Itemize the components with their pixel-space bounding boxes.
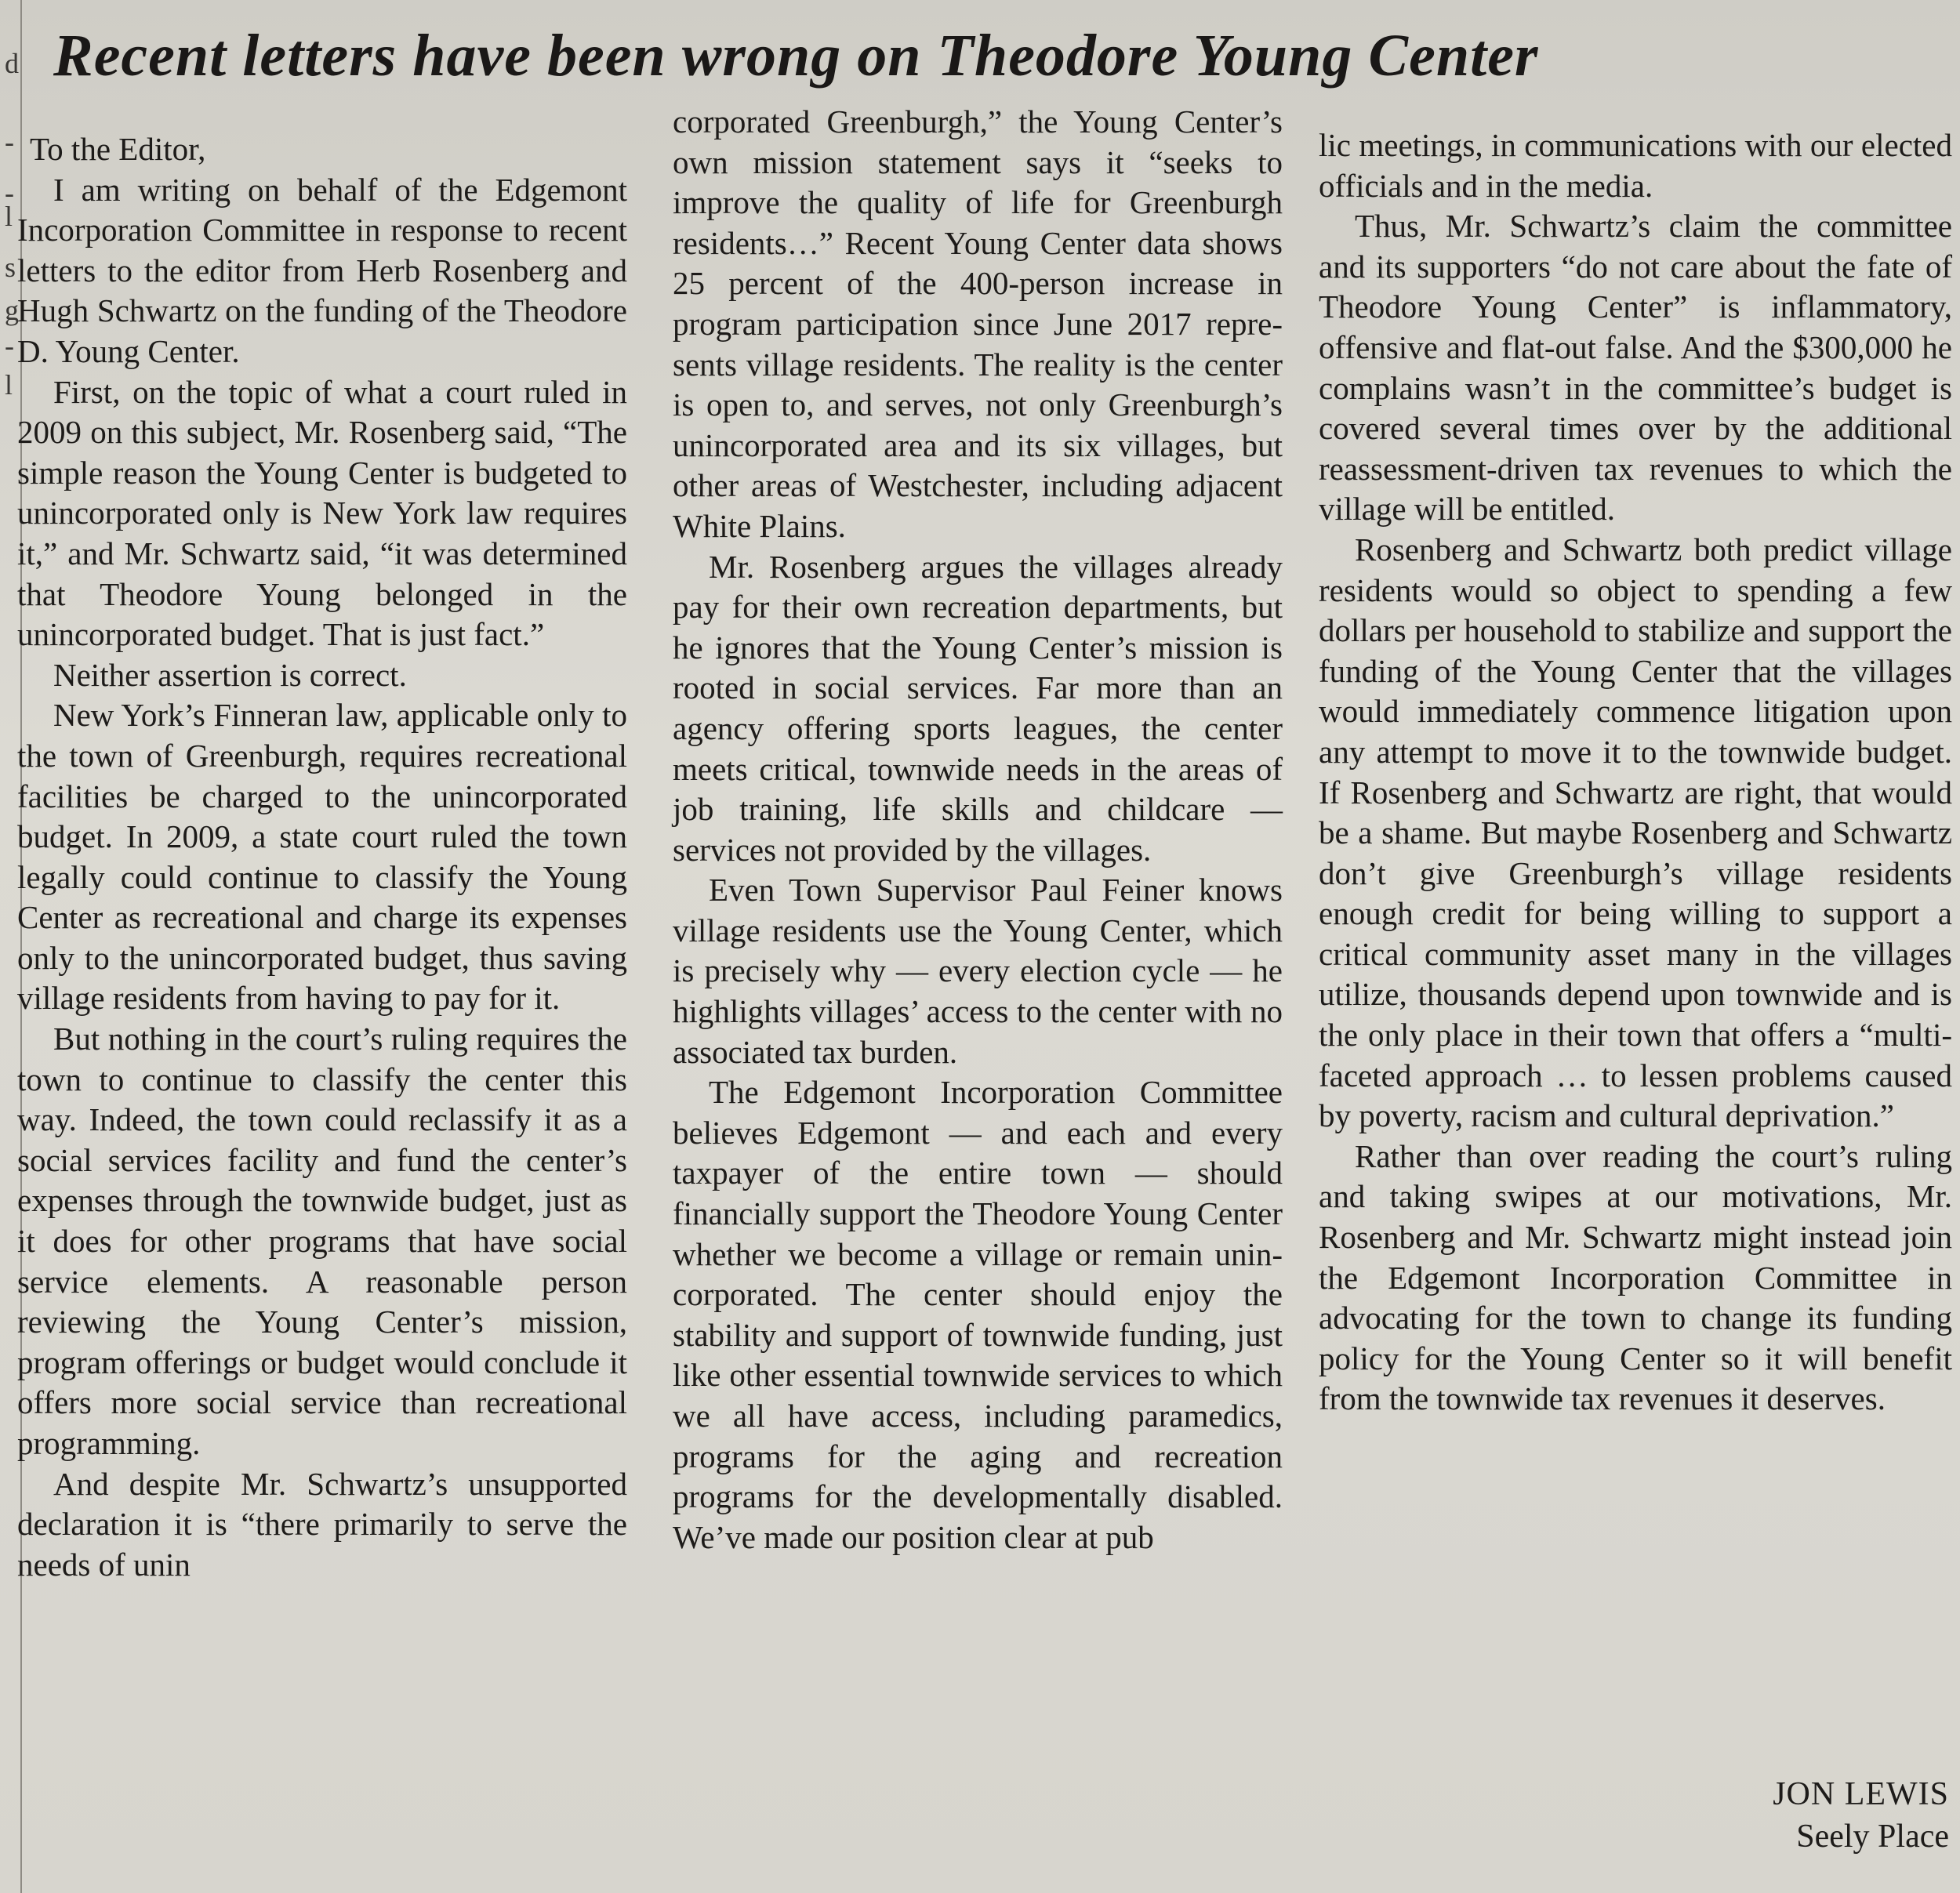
edge-fragment: g [5,295,19,326]
column-2 [673,102,1283,1558]
paragraph: New York’s Finneran law, applicable only to the town of Greenburgh, requires recreational facilities be charged to the unincorporated budget. In 2009, a state court ruled the town legally could continue to classify the Young Center as recreational and charge its expenses only to the unincorporated budget, thus saving village residents from having to pay for it. [17,697,627,1017]
paragraph: But nothing in the court’s ruling requires the town to continue to classify the center this way. Indeed, the town could reclassify it as a social services facility and fund the center’s expenses through the townwide budget, just as it does for other programs that have social service elements. A reasonable person reviewing the Young Center’s mission, program offerings or budget would conclude it offers more social service than recreational programming. [17,1021,627,1461]
salutation: To the Editor, [30,131,206,167]
paragraph: I am writing on behalf of the Edgemont Incorporation Committee in response to recent letters to the editor from Herb Rosenberg and Hugh Schwartz on the funding of the Theodore D. Young Center. [17,171,627,369]
edge-fragment: d [5,48,19,79]
edge-fragment: l [5,369,13,401]
paragraph: And despite Mr. Schwartz’s unsupported declaration it is “there primarily to serve the needs of unin [17,1465,627,1583]
paragraph: Rosenberg and Schwartz both predict village residents would so object to spending a few dollars per household to stabilize and support the funding of the Young Center that the villages would immediately commence litigation upon any attempt to move it to the townwide budget. If Rosenberg and Schwartz are right, that would be a shame. But maybe Rosenberg and Schwartz don’t give Greenburgh’s village residents enough credit for being willing to support a critical community asset many in the villages utilize, thousands depend upon townwide and is the only place in their town that offers a “multi-faceted approach … to lessen problems caused by poverty, racism and cultural deprivation.” [1319,531,1952,1134]
column-1 [17,129,627,1585]
signature-place: Seely Place [1796,1819,1949,1855]
paragraph-continued: corporated Greenburgh,” the Young Center’s own mission statement says it “seeks to improve the quality of life for Greenburgh residents…” Recent Young Center data shows 25 percent of the 400-person increase in program participation since June 2017 represents village residents. The reality is the center is open to, and serves, not only Greenburgh’s unincorporated area and its six villages, but other areas of Westchester, including adjacent White Plains. [673,103,1283,544]
edge-fragment: - [5,330,14,361]
column-3 [1319,125,1952,1420]
paragraph: Neither assertion is correct. [53,656,407,693]
paragraph: The Edgemont Incorporation Committee believes Edgemont — and each and every taxpayer of the entire town — should financially support the Theodore Young Center whether we become a village or remain unincorporated. The center should enjoy the stability and support of townwide funding, just like other essential townwide services to which we all have access, including paramedics, programs for the aging and recreation programs for the developmentally disabled. We’ve made our position clear at pub [673,1074,1283,1555]
headline: Recent letters have been wrong on Theodore Young Center [53,23,1539,89]
edge-fragment: l [5,201,13,232]
paragraph: Even Town Supervisor Paul Feiner knows village residents use the Young Center, which is precisely why — every election cycle — he highlights villages’ access to the center with no associated tax burden. [673,872,1283,1070]
paragraph: Thus, Mr. Schwartz’s claim the committee and its supporters “do not care about the fate of Theodore Young Center” is inflammatory, offensive and flat-out false. And the $300,000 he complains wasn’t in the committee’s budget is covered several times over by the additional reassessment-driven tax revenues to which the village will be entitled. [1319,208,1952,528]
edge-fragment: - [5,177,14,209]
paragraph: Mr. Rosenberg argues the villages already pay for their own recreation departments, but he ignores that the Young Center’s mission is rooted in social services. Far more than an agency offering sports leagues, the center meets critical, townwide needs in the areas of job training, life skills and childcare — services not provided by the villages. [673,548,1283,868]
paragraph: First, on the topic of what a court ruled in 2009 on this subject, Mr. Rosenberg said, “The simple reason the Young Center is budgeted to unincorporated only is New York law requires it,” and Mr. Schwartz said, “it was determined that Theodore Young belonged in the unincorporated budget. That is just fact.” [17,373,627,653]
paragraph-continued: lic meetings, in communications with our elected officials and in the media. [1319,127,1952,204]
edge-fragment: - [5,126,14,158]
signature-name: JON LEWIS [1773,1776,1949,1812]
edge-fragment: s [5,252,16,283]
paragraph: Rather than over reading the court’s ruling and taking swipes at our motivations, Mr. Rosenberg and Mr. Schwartz might instead join the Edgemont Incorporation Committee in advocating for the town to change its funding policy for the Young Center so it will benefit from the townwide tax revenues it deserves. [1319,1137,1952,1417]
